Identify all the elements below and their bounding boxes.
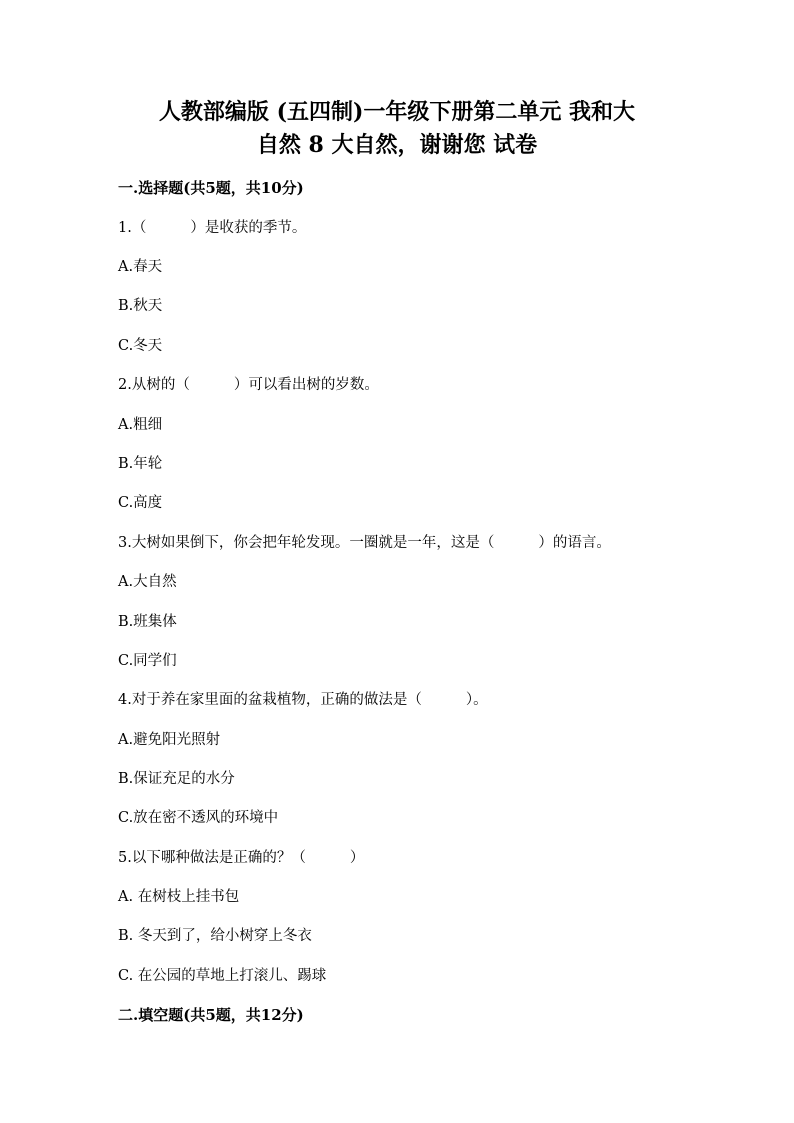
question-1-stem-before: 1.（ bbox=[118, 220, 147, 236]
question-2-option-c: C.高度 bbox=[118, 495, 163, 511]
question-1-stem bbox=[118, 218, 306, 238]
question-3-stem-before: 3.大树如果倒下，你会把年轮发现。一圈就是一年，这是（ bbox=[118, 535, 495, 551]
question-2-stem-after: ）可以看出树的岁数。 bbox=[233, 377, 379, 393]
question-2-option-a: A.粗细 bbox=[118, 417, 163, 433]
question-5-stem-before: 5.以下哪种做法是正确的？（ bbox=[118, 850, 306, 866]
question-4-option-b: B.保证充足的水分 bbox=[118, 771, 235, 787]
question-1-option-a: A.春天 bbox=[118, 259, 163, 275]
exam-title-line-2: 自然 8 大自然，谢谢您 试卷 bbox=[256, 132, 538, 158]
question-4-stem-after: ）。 bbox=[465, 692, 488, 708]
question-3-stem bbox=[118, 533, 611, 553]
question-3-option-c: C.同学们 bbox=[118, 653, 177, 669]
question-2-stem-before: 2.从树的（ bbox=[118, 377, 190, 393]
section-heading-fill-blank: 二.填空题(共5题，共12分) bbox=[118, 1006, 304, 1024]
question-1-option-c: C.冬天 bbox=[118, 338, 163, 354]
section-heading-choice: 一.选择题(共5题，共10分) bbox=[118, 179, 304, 197]
question-3-option-a: A.大自然 bbox=[118, 574, 177, 590]
question-3-stem-after: ）的语言。 bbox=[538, 535, 611, 551]
question-2-option-b: B.年轮 bbox=[118, 456, 163, 472]
question-5-option-a: A. 在树枝上挂书包 bbox=[118, 889, 240, 905]
exam-title-line-1: 人教部编版 (五四制)一年级下册第二单元 我和大 bbox=[158, 99, 636, 125]
question-4-stem bbox=[118, 690, 488, 710]
question-4-stem-before: 4.对于养在家里面的盆栽植物，正确的做法是（ bbox=[118, 692, 422, 708]
question-5-stem-after: ） bbox=[349, 850, 365, 866]
question-5-option-b: B. 冬天到了，给小树穿上冬衣 bbox=[118, 928, 312, 944]
question-5-option-c: C. 在公园的草地上打滚儿、踢球 bbox=[118, 968, 327, 984]
question-5-stem bbox=[118, 848, 364, 868]
question-3-option-b: B.班集体 bbox=[118, 614, 177, 630]
question-2-stem bbox=[118, 375, 379, 395]
question-1-stem-after: ）是收获的季节。 bbox=[190, 220, 307, 236]
question-1-option-b: B.秋天 bbox=[118, 298, 163, 314]
question-4-option-a: A.避免阳光照射 bbox=[118, 732, 221, 748]
question-4-option-c: C.放在密不透风的环境中 bbox=[118, 810, 279, 826]
